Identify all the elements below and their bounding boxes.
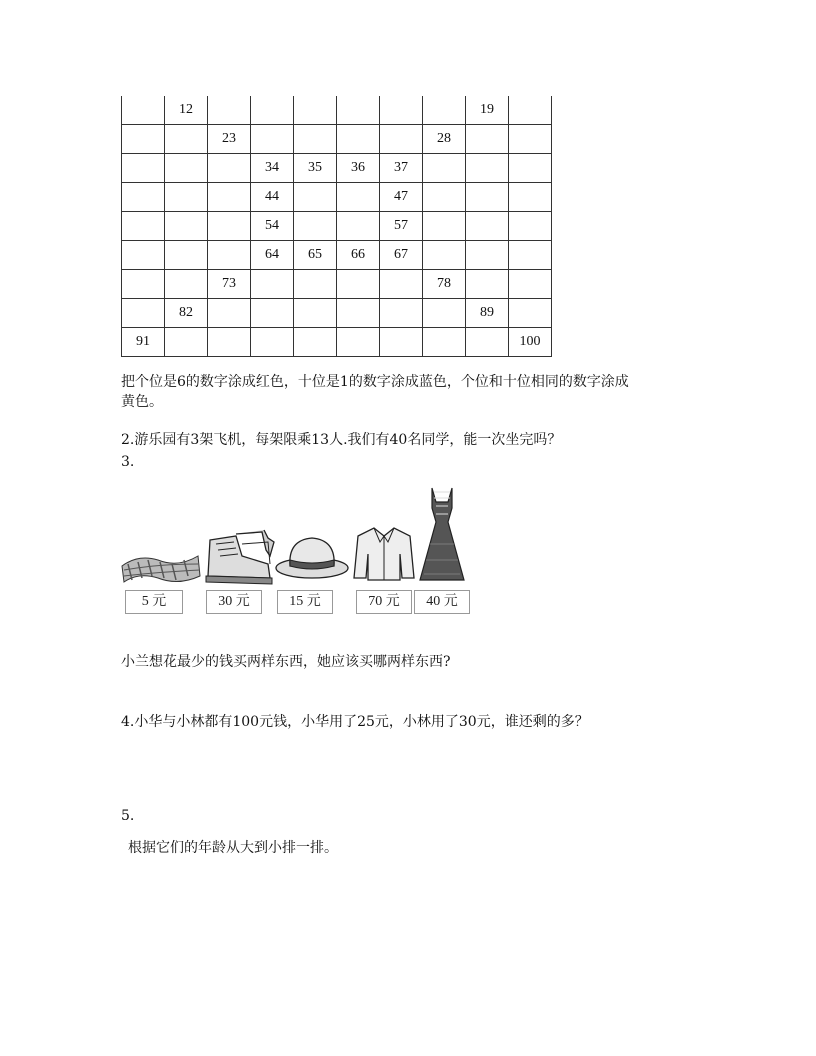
grid-row	[122, 154, 552, 183]
grid-cell: 47	[380, 183, 423, 212]
grid-cell: 36	[337, 154, 380, 183]
grid-cell: 44	[251, 183, 294, 212]
grid-cell	[208, 154, 251, 183]
grid-cell	[294, 270, 337, 299]
grid-cell	[208, 183, 251, 212]
grid-cell: 65	[294, 241, 337, 270]
jacket-icon	[354, 528, 414, 580]
grid-cell	[251, 125, 294, 154]
grid-cell	[122, 96, 165, 125]
grid-cell	[337, 270, 380, 299]
question-3-number: 3.	[121, 454, 135, 470]
grid-cell	[165, 241, 208, 270]
grid-cell	[208, 212, 251, 241]
grid-cell	[509, 125, 552, 154]
grid-cell	[337, 212, 380, 241]
grid-row	[122, 183, 552, 212]
grid-row	[122, 270, 552, 299]
grid-cell	[466, 328, 509, 357]
price-tag-hat: 15 元	[277, 590, 333, 614]
grid-cell: 66	[337, 241, 380, 270]
grid-cell: 35	[294, 154, 337, 183]
price-tag-dress: 40 元	[414, 590, 470, 614]
grid-cell	[380, 328, 423, 357]
grid-cell	[294, 328, 337, 357]
grid-cell	[165, 328, 208, 357]
grid-cell	[251, 328, 294, 357]
grid-cell	[122, 154, 165, 183]
grid-cell	[251, 96, 294, 125]
grid-cell	[122, 270, 165, 299]
grid-cell	[423, 299, 466, 328]
grid-cell	[423, 328, 466, 357]
question-5-number: 5.	[121, 808, 135, 824]
grid-cell: 54	[251, 212, 294, 241]
grid-cell	[380, 270, 423, 299]
price-tag-jacket: 70 元	[356, 590, 412, 614]
grid-cell	[423, 96, 466, 125]
scarf-icon	[122, 556, 200, 582]
grid-cell	[208, 241, 251, 270]
grid-cell	[294, 125, 337, 154]
grid-cell	[122, 125, 165, 154]
grid-cell	[208, 96, 251, 125]
grid-cell	[337, 96, 380, 125]
grid-cell	[380, 125, 423, 154]
grid-cell: 100	[509, 328, 552, 357]
grid-cell: 23	[208, 125, 251, 154]
grid-row	[122, 328, 552, 357]
q1-line2: 黄色。	[121, 394, 163, 410]
grid-cell: 91	[122, 328, 165, 357]
grid-cell	[380, 299, 423, 328]
grid-cell	[423, 212, 466, 241]
grid-cell	[251, 270, 294, 299]
grid-cell	[208, 328, 251, 357]
grid-cell	[423, 154, 466, 183]
grid-cell	[466, 270, 509, 299]
grid-cell	[122, 241, 165, 270]
question-3-text: 小兰想花最少的钱买两样东西，她应该买哪两样东西?	[121, 654, 451, 670]
question-4: 4.小华与小林都有100元钱，小华用了25元，小林用了30元，谁还剩的多？	[121, 714, 589, 730]
grid-cell: 12	[165, 96, 208, 125]
grid-cell	[337, 328, 380, 357]
grid-cell	[122, 183, 165, 212]
grid-cell	[122, 299, 165, 328]
grid-cell	[423, 241, 466, 270]
grid-cell	[337, 125, 380, 154]
grid-cell: 89	[466, 299, 509, 328]
grid-cell: 73	[208, 270, 251, 299]
grid-cell	[165, 154, 208, 183]
grid-cell: 28	[423, 125, 466, 154]
question-5-instruction: 根据它们的年龄从大到小排一排。	[128, 840, 338, 856]
grid-cell	[380, 96, 423, 125]
grid-cell: 19	[466, 96, 509, 125]
price-tag-scarf: 5 元	[125, 590, 183, 614]
grid-cell	[509, 299, 552, 328]
grid-row	[122, 125, 552, 154]
grid-cell: 82	[165, 299, 208, 328]
grid-row	[122, 241, 552, 270]
grid-cell	[294, 183, 337, 212]
grid-cell	[509, 154, 552, 183]
grid-cell	[165, 183, 208, 212]
grid-cell	[294, 96, 337, 125]
number-grid	[121, 96, 552, 357]
question-2: 2.游乐园有3架飞机，每架限乘13人.我们有40名同学，能一次坐完吗？	[121, 432, 562, 448]
grid-cell	[466, 241, 509, 270]
grid-cell	[509, 183, 552, 212]
grid-cell: 34	[251, 154, 294, 183]
grid-cell	[165, 125, 208, 154]
dress-icon	[420, 488, 464, 580]
grid-row	[122, 299, 552, 328]
grid-cell: 57	[380, 212, 423, 241]
boots-icon	[206, 530, 274, 584]
grid-cell	[294, 299, 337, 328]
grid-row	[122, 212, 552, 241]
grid-cell	[165, 212, 208, 241]
grid-cell: 37	[380, 154, 423, 183]
grid-row	[122, 96, 552, 125]
grid-cell	[337, 183, 380, 212]
grid-cell	[509, 96, 552, 125]
grid-cell	[509, 270, 552, 299]
grid-cell	[509, 212, 552, 241]
grid-cell	[466, 212, 509, 241]
q1-line1: 把个位是6的数字涂成红色，十位是1的数字涂成蓝色，个位和十位相同的数字涂成	[121, 374, 629, 390]
grid-cell	[466, 154, 509, 183]
grid-cell	[294, 212, 337, 241]
grid-cell	[208, 299, 251, 328]
grid-cell	[337, 299, 380, 328]
grid-cell: 64	[251, 241, 294, 270]
grid-cell	[509, 241, 552, 270]
grid-cell	[466, 183, 509, 212]
grid-cell	[466, 125, 509, 154]
price-tag-boots: 30 元	[206, 590, 262, 614]
grid-cell	[423, 183, 466, 212]
grid-cell: 78	[423, 270, 466, 299]
hat-icon	[276, 538, 348, 578]
q1-instruction	[121, 372, 721, 412]
grid-cell	[122, 212, 165, 241]
grid-cell	[251, 299, 294, 328]
grid-cell: 67	[380, 241, 423, 270]
grid-cell	[165, 270, 208, 299]
